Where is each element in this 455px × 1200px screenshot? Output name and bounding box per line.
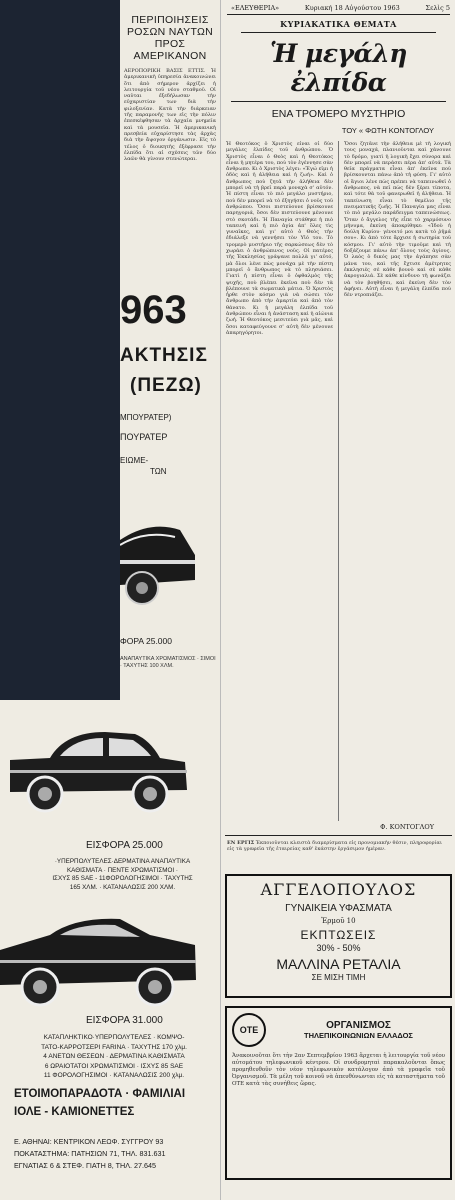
fabric-percent: 30% - 50% (316, 943, 361, 953)
small-notice (221, 840, 455, 870)
fragment-year: 963 (120, 288, 187, 332)
address-line-2: ΠΟΚΑΤΑΣΤΗΜΑ: ΠΑΤΗΣΙΩΝ 71, ΤΗΛ. 831.631 (14, 1149, 166, 1158)
newspaper-page (220, 0, 455, 1200)
ready-stock-heading: ΕΤΟΙΜΟΠΑΡΑΔΟΤΑ · ΦΑΜΙΛΙΑΙ (14, 1088, 186, 1100)
fee-3: ΕΙΣΦΟΡΑ 31.000 (86, 1015, 163, 1026)
ote-advertisement (225, 1006, 452, 1180)
article-subtitle: ΕΝΑ ΤΡΟΜΕΡΟ ΜΥΣΤΗΡΙΟ (271, 108, 406, 120)
spec-3-line-5: 11 ΦΟΡΟΛΟΓΗΣΙΜΟΙ · ΚΑΤΑΝΑΛΩΣΙΣ 200 χλμ. (43, 1072, 185, 1079)
page-number: Σελὶς 5 (425, 4, 450, 12)
article-column-2: Ὅσοι ζητᾶνε τὴν ἀλήθεια μὲ τὴ λογική τους μοναχά, πλανιοῦνται καὶ χάνουνε τὸ δρόμο, γιατὶ ἡ λογικὴ ἔχει σύνορα καὶ δὲν μπορεῖ νὰ περάσει πέρα ἀπ' αὐτά. Τὰ θεῖα πράγματα εἶναι ἀπ' ἐκεῖνα ποὺ βρίσκουνται πάνω ἀπὸ τὴ φύση. Γι' αὐτὸ οἱ ἅγιοι λένε πὼς πρέπει νὰ ταπεινωθεῖ ὁ ἄνθρωπος, νὰ πεῖ πὼς δὲν ξέρει τίποτα, καὶ τότε θὰ τοῦ φανερωθεῖ ἡ ἀλήθεια. Ἡ ταπείνωση εἶναι τὸ θεμέλιο τῆς πνευματικῆς ζωῆς. Ἡ Παναγία μας εἶναι τὸ πιὸ μεγάλο παράδειγμα ταπεινώσεως. Ὅταν ὁ ἄγγελος τῆς εἶπε τὸ χαρμόσυνο μήνυμα, ἐκείνη ἀποκρίθηκε: «Ἰδοὺ ἡ δούλη Κυρίου· γένοιτό μοι κατὰ τὸ ῥῆμά σου». Κι ἀπὸ τότε ἄρχισε ἡ σωτηρία τοῦ κόσμου. Γι' αὐτὸ τὴν τιμοῦμε καὶ τὴ δοξάζουμε πάνω ἀπ' ὅλους τοὺς ἁγίους. Ὁ λαὸς ὁ δικός μας τὴν ἀγάπησε σὰν μάνα του, καὶ τῆς ἔχτισε ἀμέτρητες ἐκκλησιές σὲ κάθε βουνὸ καὶ σὲ κάθε ἀκρογιαλιά. Σὲ κάθε κίνδυνο τὴ φωνάζει νὰ τὸν βοηθήσει, καὶ ἐκείνη δὲν τὸν ἀφήνει. Αὐτὴ εἶναι ἡ μεγάλη ἐλπίδα ποὺ δὲν ντροπιάζει. (344, 141, 451, 299)
fragment-title-3: ΠΡΟΣ ΑΜΕΡΙΚΑΝΟΝ (133, 38, 207, 62)
notice-title: ΕΝ ΕΡΓΙΣ (227, 840, 255, 846)
article-signature: Φ. ΚΟΝΤΟΓΛΟΥ (380, 823, 434, 831)
spec-2 (30, 858, 215, 892)
fabric-line-1: ΓΥΝΑΙΚΕΙΑ ΥΦΑΣΜΑΤΑ (285, 903, 392, 914)
left-upper-fragment (120, 0, 220, 720)
fabric-address: Ἑρμοῦ 10 (321, 917, 356, 925)
fragment-line-d: ΤΩΝ (150, 467, 167, 476)
car-advertisement (0, 700, 220, 1200)
fragment-heading-2: (ΠΕΖΩ) (130, 375, 202, 396)
spec-3-line-1: ΚΑΤΑΠΛΗΚΤΙΚΟ·ΥΠΕΡΠΟΛΥΤΕΛΕΣ · ΚΟΜΨΟ- (43, 1034, 185, 1041)
spec-3-line-3: 4 ΑΝΕΤΩΝ ΘΕΣΕΩΝ · ΔΕΡΜΑΤΙΝΑ ΚΑΘΙΣΜΑΤΑ (43, 1053, 185, 1060)
article-columns (221, 135, 455, 821)
article-title: Ἡ μεγάλη ἐλπίδα (269, 39, 407, 97)
fragment-fee-1: ΦΟΡΑ 25.000 (120, 636, 172, 646)
spec-3-line-4: 6 ΩΡΑΙΟΤΑΤΟΙ ΧΡΩΜΑΤΙΣΜΟΙ · ΙΣΧΥΣ 85 SAE (44, 1062, 184, 1070)
fragment-heading-1: ΑΚΤΗΣΙΣ (120, 345, 208, 366)
vans-heading: ΙΟΛΕ - ΚΑΜΙΟΝΕΤΤΕΣ (14, 1106, 135, 1118)
convertible-car-illustration (120, 500, 220, 610)
coupe-car-illustration (0, 905, 200, 1010)
issue-date: Κυριακή 18 Αὐγούστου 1963 (304, 4, 400, 12)
spec-3 (14, 1033, 214, 1081)
fabric-sale: ΕΚΠΤΩΣΕΙΣ (300, 928, 377, 942)
fragment-line-a: ΜΠΟΥΡΑΤΕΡ) (120, 413, 172, 422)
newspaper-name: «ΕΛΕΥΘΕΡΙΑ» (231, 4, 280, 12)
dealer-address (14, 1136, 219, 1172)
ote-body-text: Ἀνακοινοῦται ὅτι τὴν 2αν Σεπτεμβρίου 1963 ἄρχεται ἡ λειτουργία τοῦ νέου αὐτομάτου τηλεφωνικοῦ κέντρου. Οἱ συνδρομηταὶ παρακαλοῦνται ὅπως προμηθευθοῦν τὸν νέον τηλεφωνικὸν κατάλογον ἀπὸ τὰ γραφεῖα τοῦ Ὀργανισμοῦ. Τὰ μέλη τοῦ κοινοῦ νὰ ἀπευθύνωνται εἰς τὰ καταστήματα τοῦ ΟΤΕ κατὰ τὰς συνήθεις ὥρας. (232, 1053, 445, 1087)
page-header (221, 0, 455, 12)
sedan-car-illustration (5, 720, 190, 815)
article-column-1: Ἡ Θεοτόκος ὁ Χριστὸς εἶναι οἱ δύο μεγάλες ἐλπίδες τοῦ ἀνθρώπου. Ὁ Χριστὸς εἶναι ὁ Θεὸς καὶ ἡ Θεοτόκος εἶναι ἡ μητέρα του, ποὺ τὸν ἐγέννησε σὰν ἄνθρωπο. Κι ὁ Χριστὸς λέγει: «Ἐγώ εἰμι ἡ ὁδὸς καὶ ἡ ἀλήθεια καὶ ἡ ζωή». Καὶ ὁ ἄνθρωπος ποὺ ζητᾶ τὴν ἀλήθεια δὲν μπορεῖ νὰ τὴ βρεῖ παρὰ μοναχὰ σ' αὐτόν. Ἡ πίστη εἶναι τὸ πιὸ μεγάλο μυστήριο, ποὺ δὲν μπορεῖ νὰ τὸ ἐξηγήσει ὁ νοῦς τοῦ ἀνθρώπου. Ὅσοι πιστεύουνε βρίσκουνε παρηγοριά, ὅσοι δὲν πιστεύουνε μένουνε στὸ σκοτάδι. Ἡ Παναγία στάθηκε ἡ πιὸ ταπεινὴ καὶ ἡ πιὸ ἁγία ἀπ' ὅλες τὶς γυναῖκες, καὶ γι' αὐτὸ ὁ Θεὸς τὴν ἐδιάλεξε νὰ γεννήσει τὸν Υἱό του. Τὸ τρομερὸ μυστήριο τῆς σαρκώσεως δὲν τὸ χωράει ὁ ἀνθρώπινος νοῦς. Οἱ πατέρες τῆς Ἐκκλησίας γράψανε πολλὰ γι' αὐτό, μὰ ὅλοι λένε πὼς μονάχα μὲ τὴν πίστη μπορεῖ ὁ ἄνθρωπος νὰ τὸ πλησιάσει. Γιατὶ ἡ πίστη εἶναι ὁ ὀφθαλμὸς τῆς ψυχῆς, ποὺ βλέπει ἐκεῖνα ποὺ δὲν τὰ βλέπουνε τὰ σωματικὰ μάτια. Ὁ Χριστὸς ἦρθε στὸν κόσμο γιὰ νὰ σώσει τὸν ἄνθρωπο ἀπὸ τὴν ἁμαρτία καὶ ἀπὸ τὸν θάνατο. Κι ἡ μεγάλη ἐλπίδα τοῦ ἀνθρώπου εἶναι ἡ ἀνάσταση καὶ ἡ αἰώνια ζωή. Ἡ Θεοτόκος μεσιτεύει γιὰ μᾶς, καὶ ὅσοι καταφεύγουνε σ' αὐτὴ δὲν μένουνε ἀπαρηγόρητοι. (226, 141, 333, 336)
fragment-spec-1: ΑΝΑΠΑΥΤΙΚΑ ΧΡΩΜΑΤΙΣΜΟΣ · ΣΙΜΟΙ · ΤΑΧΥΤΗΣ 100 ΧΛΜ. (120, 656, 216, 669)
fragment-title-2: ΡΟΣΩΝ ΝΑΥΤΩΝ (126, 26, 214, 38)
address-line-3: ΕΓΝΑΤΙΑΣ 6 & ΣΤΕΦ. ΓΙΑΤΗ 8, ΤΗΛ. 27.645 (14, 1161, 156, 1170)
ote-title-2: ΤΗΛΕΠΙΚΟΙΝΩΝΙΩΝ ΕΛΛΑΔΟΣ (304, 1031, 413, 1040)
fabric-half-price: ΣΕ ΜΙΣΗ ΤΙΜΗ (311, 973, 366, 982)
ote-logo: ΟΤΕ (232, 1013, 266, 1047)
spec-2-line-4: 165 ΧΛΜ. · ΚΑΤΑΝΑΛΩΣΙΣ 200 ΧΛΜ. (69, 883, 176, 891)
fragment-title-1: ΠΕΡΙΠΟΙΗΣΕΙΣ (131, 14, 209, 26)
fabric-advertisement (225, 874, 452, 998)
fee-2: ΕΙΣΦΟΡΑ 25.000 (86, 840, 163, 851)
fragment-body-text: ΑΕΡΟΠΟΡΙΚΗ ΒΑΣΙΣ ΕΤΤΙΣ. Ἡ ἀμερικανικὴ ὑπηρεσία ἀνακοινώνει ὅτι ἀπὸ σήμερον ἀρχίζει ἡ λειτουργία τοῦ νέου σταθμοῦ. Οἱ ναῦται ἐξεδήλωσαν τὴν εὐχαριστίαν των διὰ τὴν φιλοξενίαν. Κατὰ τὴν διάρκειαν τῆς παραμονῆς των εἰς τὴν πόλιν ἐπεσκέφθησαν τὰ ἀρχαῖα μνημεῖα καὶ τὰ μουσεῖα. Ἡ ἀμερικανικὴ πρεσβεία εὐχαρίστησε τὰς ἀρχὰς διὰ τὴν ἄψογον ὀργάνωσιν. Εἰς τὸ τέλος ὁ διοικητὴς ἐξέφρασε τὴν ἐλπίδα ὅτι αἱ σχέσεις τῶν δύο λαῶν θὰ γίνουν στενώτεραι. (124, 68, 216, 163)
dark-background (0, 0, 120, 700)
spec-3-line-2: ΤΑΤΟ-ΚΑΡΡΟΤΣΕΡΙ FARINA · ΤΑΧΥΤΗΣ 170 χλμ. (41, 1043, 187, 1051)
fabric-shop-name: ΑΓΓΕΛΟΠΟΥΛΟΣ (260, 880, 417, 899)
section-title: ΚΥΡΙΑΚΑΤΙΚΑ ΘΕΜΑΤΑ (280, 19, 397, 29)
fragment-line-b: ΠΟΥΡΑΤΕΡ (120, 432, 168, 442)
spec-2-line-1: ·ΥΠΕΡΠΟΛΥΤΕΛΕΣ·ΔΕΡΜΑΤΙΝΑ ΑΝΑΠΑΥΤΙΚΑ (54, 858, 191, 865)
fabric-remnants: ΜΑΛΛΙΝΑ ΡΕΤΑΛΙΑ (276, 956, 401, 972)
spec-2-line-2: ΚΑΘΙΣΜΑΤΑ · ΠΕΝΤΕ ΧΡΩΜΑΤΙΣΜΟΙ · (66, 866, 178, 874)
notice-text: Ἐκποιοῦνται κλειστὰ διαμερίσματα εἰς προνομιακὴν θέσιν, πληροφορίαι εἰς τὰ γραφεῖα τῆς ἐταιρείας καθ' ἑκάστην ἐργάσιμον ἡμέραν. (227, 840, 442, 852)
fragment-line-c: ΕΙΩΜΕ- (120, 456, 149, 465)
address-line-1: Ε. ΑΘΗΝΑΙ: ΚΕΝΤΡΙΚΟΝ ΛΕΩΦ. ΣΥΓΓΡΟΥ 93 (14, 1137, 164, 1146)
ote-title-1: ΟΡΓΑΝΙΣΜΟΣ (326, 1020, 391, 1031)
spec-2-line-3: ΙΣΧΥΣ 85 SAE - 11ΦΟΡΟΛΟΓΗΣΙΜΟΙ · ΤΑΧΥΤΗΣ (52, 875, 193, 882)
article-byline: ΤΟΥ « ΦΩΤΗ ΚΟΝΤΟΓΛΟΥ (341, 126, 434, 135)
